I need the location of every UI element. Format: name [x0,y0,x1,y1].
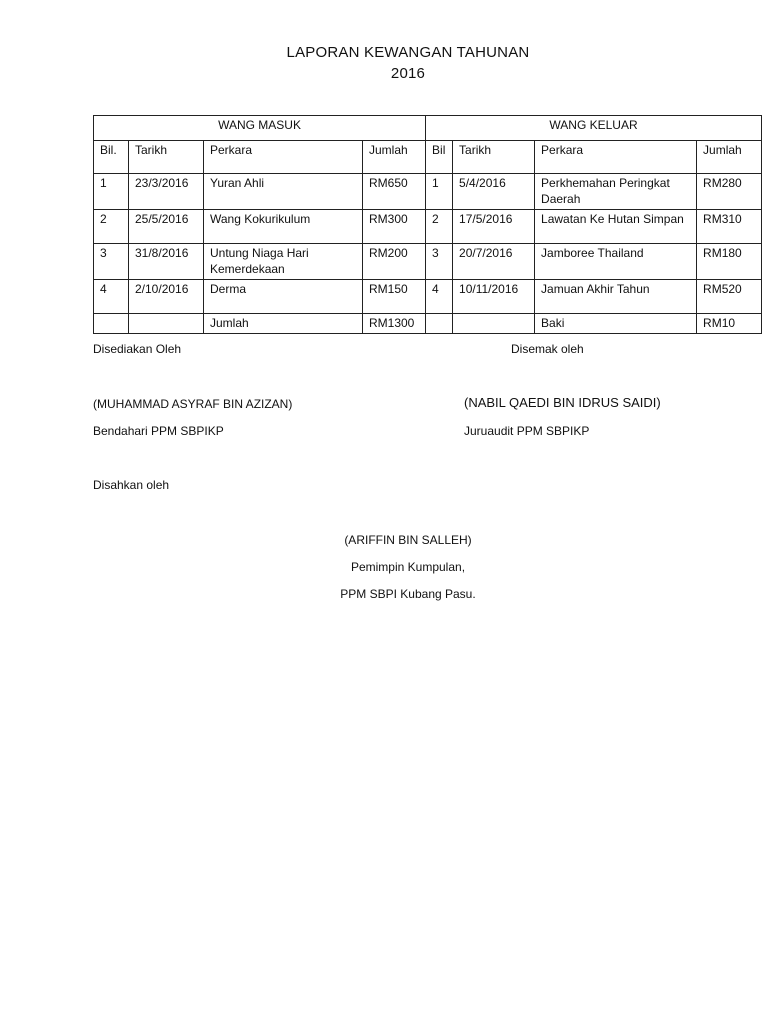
column-header: Bil. [94,141,129,174]
in-date: 31/8/2016 [129,244,204,280]
column-header: Jumlah [697,141,762,174]
in-item: Wang Kokurikulum [204,210,363,244]
table-row [94,174,762,210]
table-row [94,280,762,314]
checker-role: Juruaudit PPM SBPIKP [464,424,590,438]
report-year: 2016 [390,65,426,82]
in-amount: RM150 [363,280,426,314]
group-header-out: WANG KELUAR [426,116,762,141]
column-header: Tarikh [453,141,535,174]
balance-value: RM10 [697,314,762,334]
table-row [94,210,762,244]
in-amount: RM650 [363,174,426,210]
in-item: Yuran Ahli [204,174,363,210]
in-amount: RM200 [363,244,426,280]
checked-by-label: Disemak oleh [511,342,584,356]
approved-by-label: Disahkan oleh [93,478,170,492]
out-date: 10/11/2016 [453,280,535,314]
out-date: 20/7/2016 [453,244,535,280]
out-no: 3 [426,244,453,280]
out-amount: RM280 [697,174,762,210]
total-value: RM1300 [363,314,426,334]
out-item: Lawatan Ke Hutan Simpan [535,210,697,244]
out-item: Perkhemahan Peringkat Daerah [535,174,697,210]
out-amount: RM520 [697,280,762,314]
group-header-in: WANG MASUK [94,116,426,141]
out-amount: RM180 [697,244,762,280]
empty-cell [129,314,204,334]
preparer-role: Bendahari PPM SBPIKP [93,424,224,438]
column-header: Perkara [204,141,363,174]
out-date: 5/4/2016 [453,174,535,210]
in-no: 4 [94,280,129,314]
out-no: 1 [426,174,453,210]
empty-cell [94,314,129,334]
balance-label: Baki [535,314,697,334]
column-header: Perkara [535,141,697,174]
in-item: Untung Niaga Hari Kemerdekaan [204,244,363,280]
empty-cell [453,314,535,334]
in-item: Derma [204,280,363,314]
approver-role: Pemimpin Kumpulan, [350,560,466,574]
in-date: 2/10/2016 [129,280,204,314]
in-no: 1 [94,174,129,210]
in-no: 3 [94,244,129,280]
column-header: Tarikh [129,141,204,174]
in-amount: RM300 [363,210,426,244]
report-title: LAPORAN KEWANGAN TAHUNAN [286,44,530,61]
out-amount: RM310 [697,210,762,244]
prepared-by-label: Disediakan Oleh [93,342,182,356]
empty-cell [426,314,453,334]
approver-org: PPM SBPI Kubang Pasu. [340,587,476,601]
preparer-name: (MUHAMMAD ASYRAF BIN AZIZAN) [93,397,293,411]
column-header: Jumlah [363,141,426,174]
table-row [94,244,762,280]
finance-table [93,115,762,334]
in-no: 2 [94,210,129,244]
out-date: 17/5/2016 [453,210,535,244]
checker-name: (NABIL QAEDI BIN IDRUS SAIDI) [464,395,661,410]
out-no: 4 [426,280,453,314]
out-no: 2 [426,210,453,244]
in-date: 25/5/2016 [129,210,204,244]
in-date: 23/3/2016 [129,174,204,210]
total-row [94,314,762,334]
approver-name: (ARIFFIN BIN SALLEH) [344,533,472,547]
out-item: Jamuan Akhir Tahun [535,280,697,314]
total-label: Jumlah [204,314,363,334]
column-header: Bil [426,141,453,174]
out-item: Jamboree Thailand [535,244,697,280]
